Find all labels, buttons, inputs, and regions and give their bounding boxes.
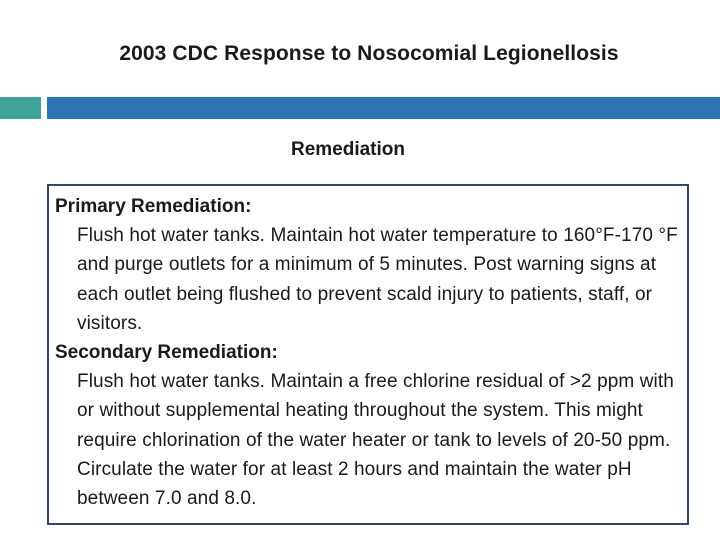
section-subheading: Remediation xyxy=(290,139,406,160)
primary-remediation-text: Flush hot water tanks. Maintain hot water temperature to 160°F-170 °F and purge outlets for a minimum of 5 minutes. Post warning signs at each outlet being flushed to prevent scald injury to patients, staff, or visitors. xyxy=(77,225,678,334)
primary-remediation-heading: Primary Remediation: xyxy=(55,196,252,217)
accent-bar-blue xyxy=(47,97,720,119)
secondary-remediation-heading: Secondary Remediation: xyxy=(55,342,278,364)
secondary-remediation-text: Flush hot water tanks. Maintain a free chlorine residual of >2 ppm with or without supplemental heating throughout the system. This might require chlorination of the water heater or tank to levels of 20-50 ppm. Circulate the water for at least 2 hours and maintain the water pH between 7.0 and 8.0. xyxy=(77,371,674,510)
content-body xyxy=(55,192,695,513)
slide-title: 2003 CDC Response to Nosocomial Legionellosis xyxy=(119,42,619,65)
accent-bar-teal xyxy=(0,97,41,119)
